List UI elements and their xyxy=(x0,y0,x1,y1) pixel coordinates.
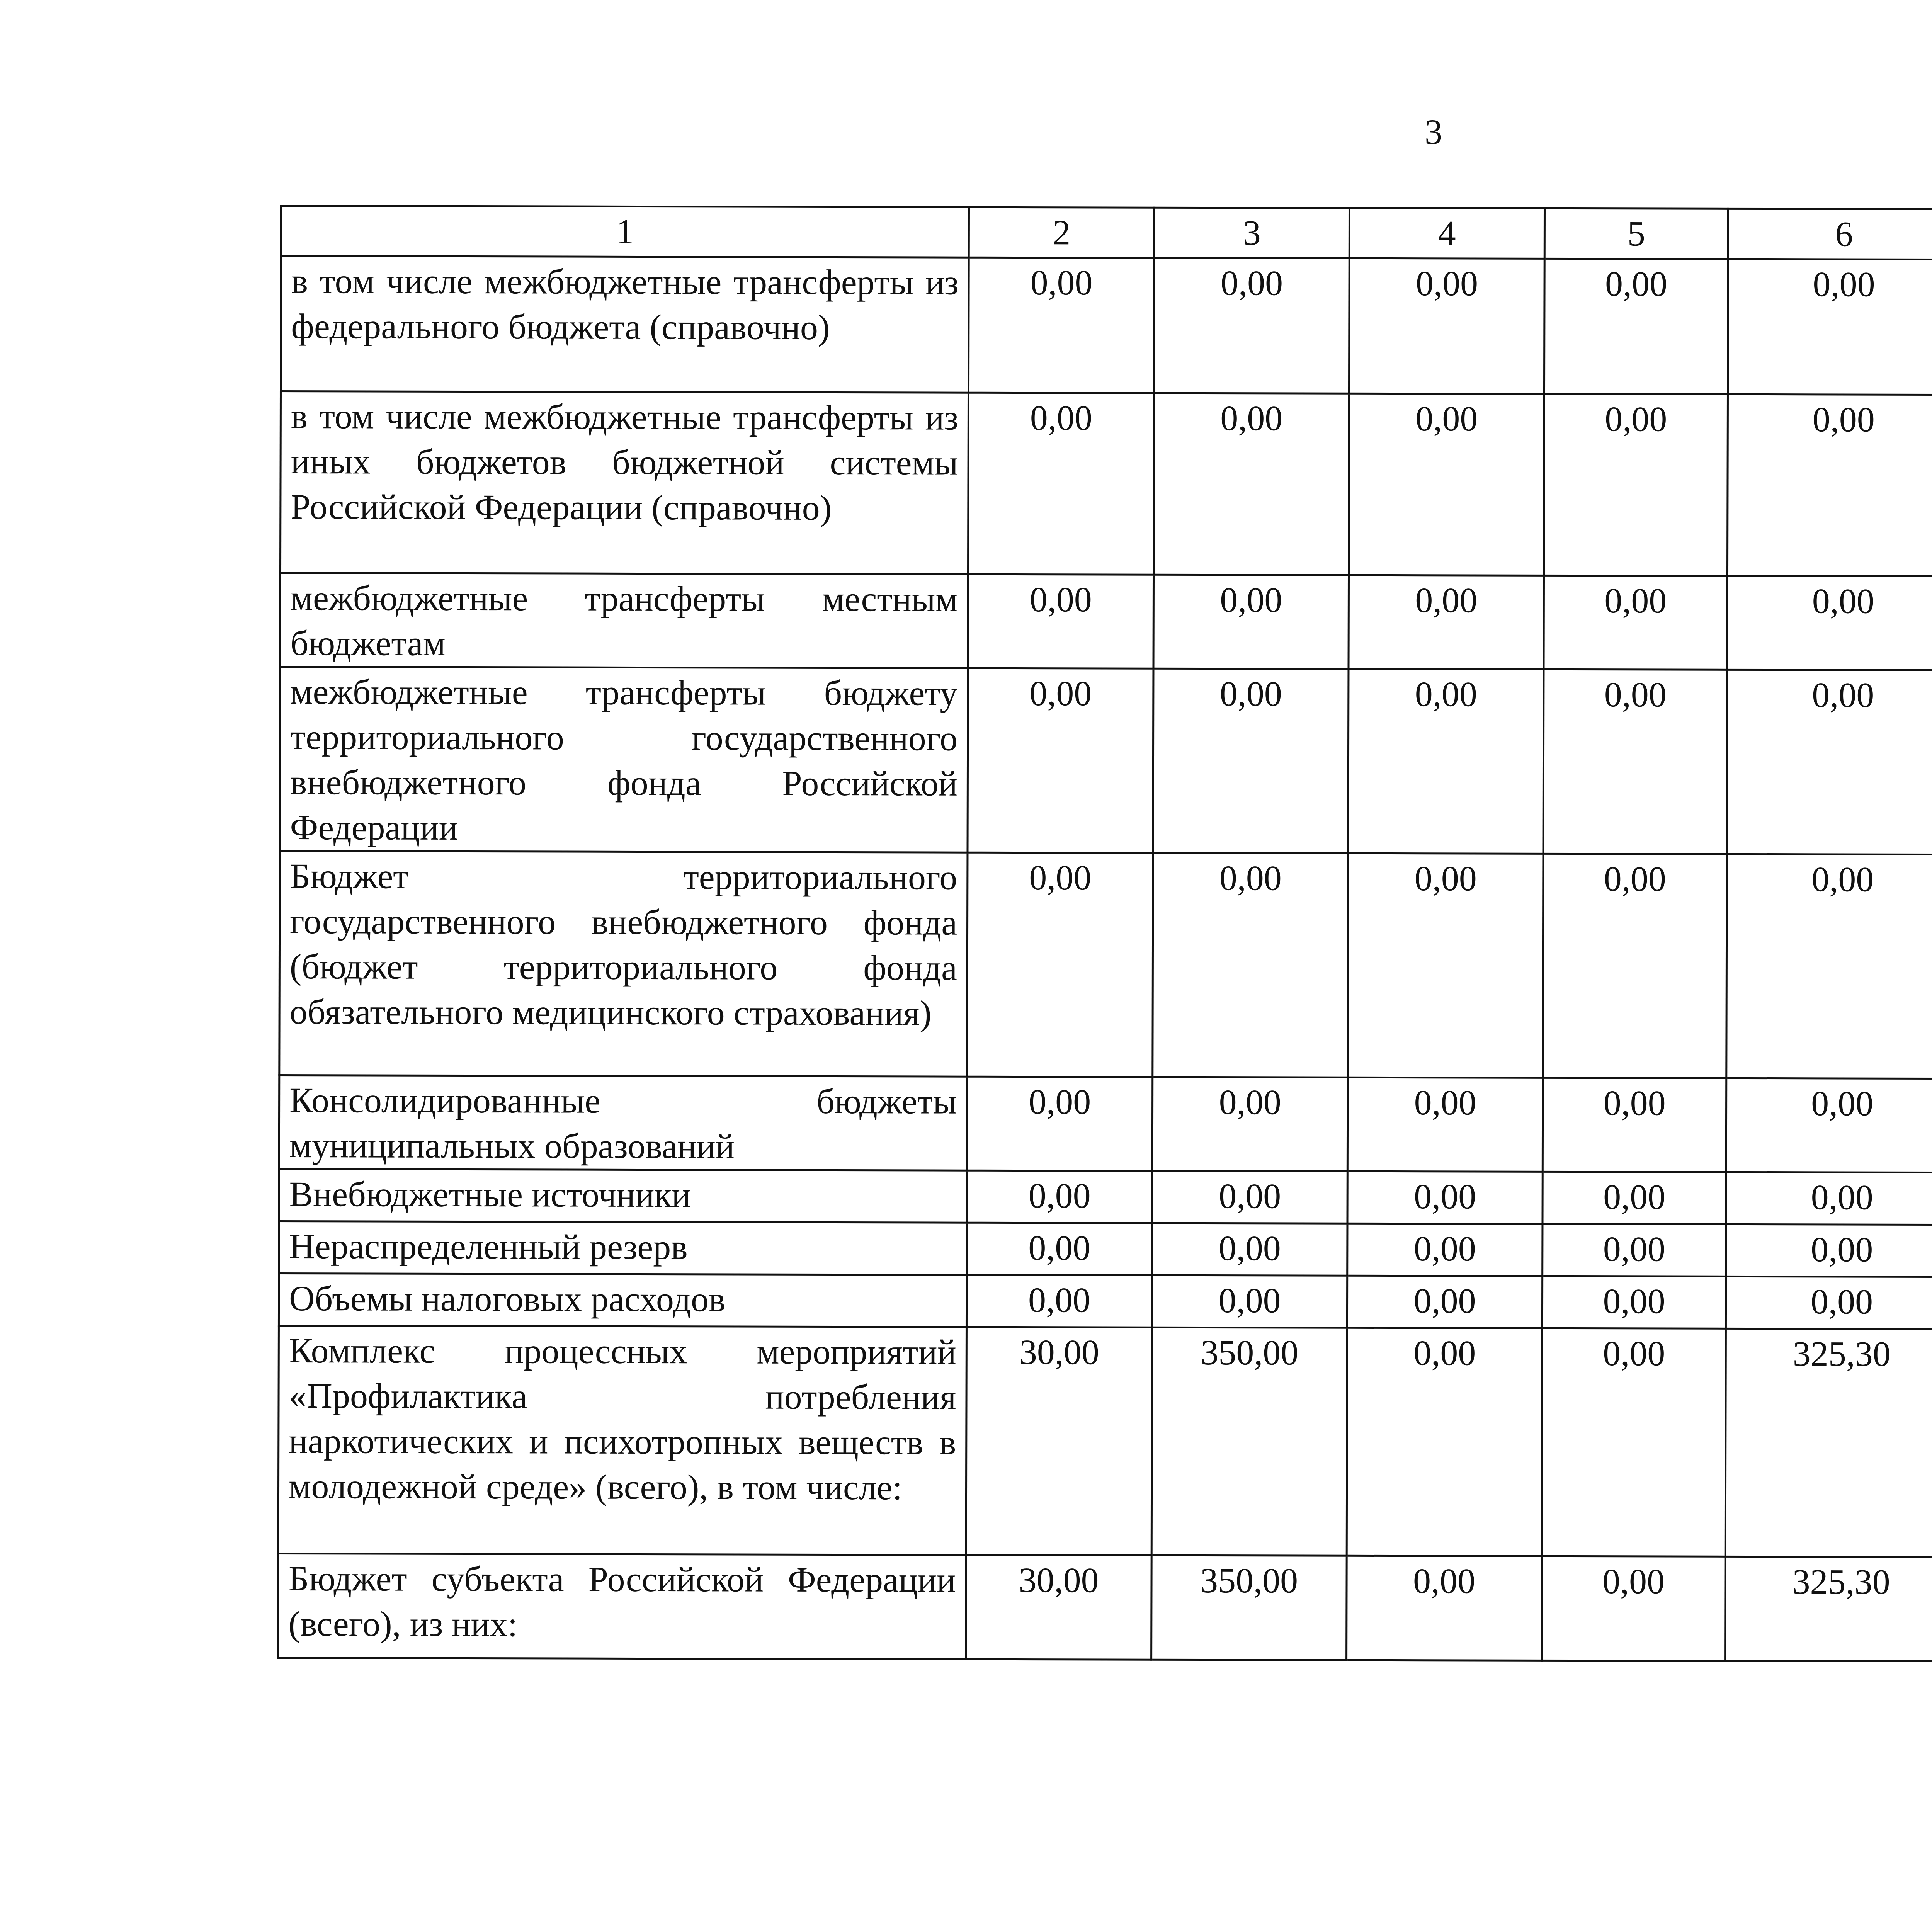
row-label: в том числе межбюджетные трансферты из федерального бюджета (справочно) xyxy=(281,256,969,393)
value-cell: 0,00 xyxy=(1544,394,1728,576)
column-header: 4 xyxy=(1349,208,1544,259)
value-cell: 0,00 xyxy=(968,393,1154,575)
value-cell: 350,00 xyxy=(1151,1327,1347,1556)
value-cell: 0,00 xyxy=(1727,670,1932,854)
value-cell: 0,00 xyxy=(1347,1077,1543,1172)
column-header: 2 xyxy=(969,207,1154,258)
table-row xyxy=(279,1169,1932,1226)
value-cell: 0,00 xyxy=(1152,1077,1348,1171)
value-cell: 0,00 xyxy=(1727,394,1932,576)
value-cell: 0,00 xyxy=(967,852,1153,1077)
value-cell: 0,00 xyxy=(1726,1276,1932,1329)
value-cell: 0,00 xyxy=(967,1223,1152,1275)
row-label: Внебюджетные источники xyxy=(279,1169,967,1223)
row-label: в том числе межбюджетные трансферты из иных бюджетов бюджетной системы Российской Федерации (справочно) xyxy=(281,391,969,575)
table-row xyxy=(279,1273,1932,1330)
value-cell: 0,00 xyxy=(1726,1172,1932,1225)
value-cell: 0,00 xyxy=(1727,576,1932,670)
value-cell: 0,00 xyxy=(1347,1328,1542,1556)
table-row xyxy=(278,1325,1932,1558)
value-cell: 0,00 xyxy=(1152,1171,1347,1223)
row-label: Объемы налоговых расходов xyxy=(279,1273,966,1327)
value-cell: 0,00 xyxy=(968,574,1154,668)
row-label: Консолидированные бюджеты муниципальных образований xyxy=(279,1075,967,1171)
value-cell: 0,00 xyxy=(1542,1328,1726,1556)
value-cell: 0,00 xyxy=(1543,1078,1726,1172)
value-cell: 0,00 xyxy=(967,1077,1153,1171)
value-cell: 0,00 xyxy=(1153,668,1349,853)
value-cell: 0,00 xyxy=(1347,1556,1542,1660)
table-row xyxy=(278,1553,1932,1663)
value-cell: 350,00 xyxy=(1151,1555,1347,1660)
value-cell: 30,00 xyxy=(966,1327,1152,1555)
table-row xyxy=(279,1075,1932,1174)
table-row xyxy=(281,256,1932,396)
row-label: Комплекс процессных мероприятий «Профилактика потребления наркотических и психотропных веществ в молодежной среде» (всего), в том числе: xyxy=(278,1325,966,1555)
column-header: 5 xyxy=(1544,208,1728,259)
row-label: межбюджетные трансферты бюджету территориального государственного внебюджетного фонда Российской Федерации xyxy=(280,667,968,853)
value-cell: 0,00 xyxy=(1726,1078,1932,1172)
value-cell: 0,00 xyxy=(968,257,1154,393)
value-cell: 0,00 xyxy=(966,1275,1152,1327)
table-row xyxy=(279,1221,1932,1278)
value-cell: 0,00 xyxy=(1349,393,1544,575)
table-row xyxy=(280,667,1932,856)
table-row xyxy=(280,573,1932,672)
value-cell: 0,00 xyxy=(1542,1556,1726,1661)
value-cell: 0,00 xyxy=(1154,258,1349,393)
value-cell: 30,00 xyxy=(966,1555,1152,1660)
value-cell: 0,00 xyxy=(1152,1223,1347,1276)
header-row xyxy=(281,206,1932,261)
column-header: 6 xyxy=(1728,209,1932,259)
value-cell: 0,00 xyxy=(1347,1171,1543,1224)
value-cell: 325,30 xyxy=(1725,1556,1932,1661)
column-header: 1 xyxy=(281,206,969,258)
value-cell: 0,00 xyxy=(1543,1172,1726,1224)
value-cell: 325,30 xyxy=(1725,1328,1932,1557)
table-row xyxy=(279,851,1932,1080)
value-cell: 0,00 xyxy=(1726,854,1932,1078)
budget-table xyxy=(277,205,1932,1664)
value-cell: 0,00 xyxy=(1543,669,1727,854)
value-cell: 0,00 xyxy=(1347,1223,1543,1276)
value-cell: 0,00 xyxy=(1544,575,1728,670)
value-cell: 0,00 xyxy=(1153,853,1348,1077)
table-row xyxy=(281,391,1932,578)
row-label: Бюджет субъекта Российской Федерации (всего), из них: xyxy=(278,1553,966,1659)
value-cell: 0,00 xyxy=(1154,393,1349,575)
row-label: Нераспределенный резерв xyxy=(279,1221,967,1275)
value-cell: 0,00 xyxy=(1152,1275,1347,1328)
value-cell: 0,00 xyxy=(1348,669,1544,854)
value-cell: 0,00 xyxy=(1728,259,1932,395)
value-cell: 0,00 xyxy=(1543,1224,1726,1276)
value-cell: 0,00 xyxy=(1347,1276,1542,1328)
column-header: 3 xyxy=(1154,207,1349,258)
value-cell: 0,00 xyxy=(1348,853,1543,1078)
row-label: Бюджет территориального государственного внебюджетного фонда (бюджет территориального фонда обязательного медицинского страхования) xyxy=(279,851,968,1077)
value-cell: 0,00 xyxy=(1726,1224,1932,1277)
value-cell: 0,00 xyxy=(1153,575,1349,669)
value-cell: 0,00 xyxy=(1349,258,1544,394)
value-cell: 0,00 xyxy=(968,668,1153,853)
value-cell: 0,00 xyxy=(1349,575,1544,669)
row-label: межбюджетные трансферты местным бюджетам xyxy=(280,573,968,668)
value-cell: 0,00 xyxy=(1542,1276,1726,1328)
value-cell: 0,00 xyxy=(1543,854,1727,1078)
page-number: 3 xyxy=(1425,112,1442,151)
value-cell: 0,00 xyxy=(967,1170,1152,1223)
value-cell: 0,00 xyxy=(1544,259,1728,394)
